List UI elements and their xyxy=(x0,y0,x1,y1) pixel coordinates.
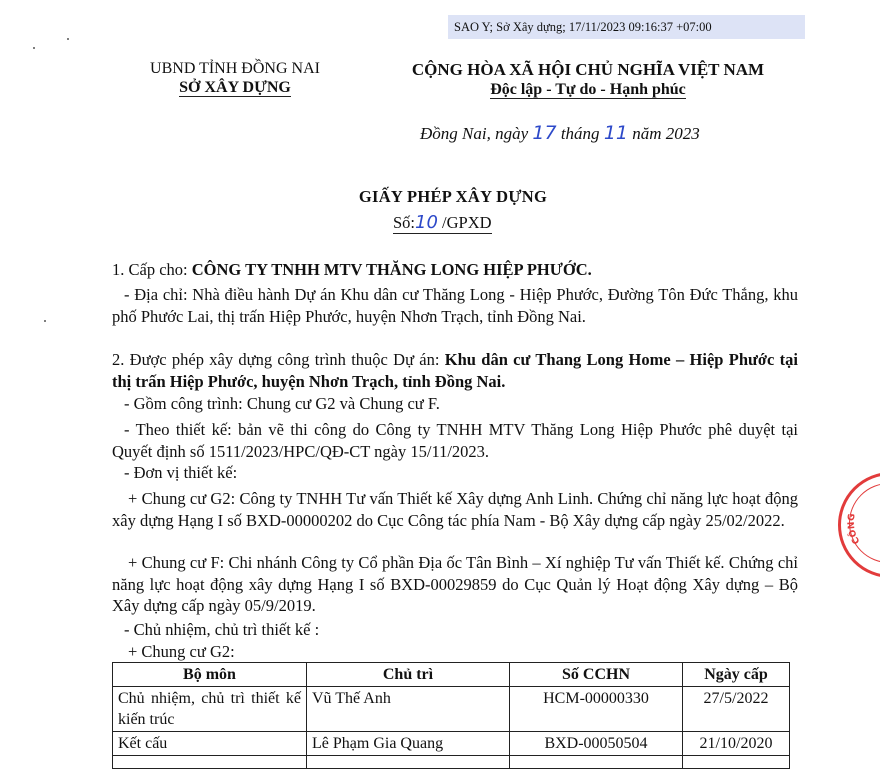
copy-stamp: SAO Y; Sở Xây dựng; 17/11/2023 09:16:37 +07:00 xyxy=(448,15,805,39)
table-header: Ngày cấp xyxy=(683,663,790,687)
table-header: Chủ trì xyxy=(307,663,510,687)
table-cell: Chủ nhiệm, chủ trì thiết kế kiến trúc xyxy=(113,687,307,732)
table-cell: Lê Phạm Gia Quang xyxy=(307,732,510,756)
table-header-row xyxy=(113,663,790,687)
scan-speck xyxy=(44,320,46,322)
recipient-name: CÔNG TY TNHH MTV THĂNG LONG HIỆP PHƯỚC. xyxy=(191,260,592,279)
table-header: Số CCHN xyxy=(510,663,683,687)
section-1-recipient: 1. Cấp cho: CÔNG TY TNHH MTV THĂNG LONG HIỆP PHƯỚC. xyxy=(112,260,592,279)
national-header xyxy=(378,60,798,99)
national-motto: Độc lập - Tự do - Hạnh phúc xyxy=(490,81,686,98)
table-row xyxy=(113,687,790,732)
agency-parent: UBND TỈNH ĐỒNG NAI xyxy=(150,60,320,77)
doc-number-handwritten: 10 xyxy=(415,212,438,233)
document-number: Số:10 /GPXD xyxy=(393,212,492,233)
table-cell: HCM-00000330 xyxy=(510,687,683,732)
recipient-address: - Địa chỉ: Nhà điều hành Dự án Khu dân cư Thăng Long - Hiệp Phước, Đường Tôn Đức Thắng, khu phố Phước Lai, thị trấn Hiệp Phước, huyện Nhơn Trạch, tỉnh Đồng Nai. xyxy=(112,285,798,326)
date-prefix: Đồng Nai, ngày xyxy=(420,124,529,143)
scan-speck xyxy=(67,38,69,40)
section-2-project: 2. Được phép xây dựng công trình thuộc Dự án: Khu dân cư Thang Long Home – Hiệp Phước tại thị trấn Hiệp Phước, huyện Nhơn Trạch, tỉnh Đồng Nai. xyxy=(112,350,798,391)
table-cell: BXD-00050504 xyxy=(510,732,683,756)
design-leads-table xyxy=(112,662,790,769)
works-list: - Gồm công trình: Chung cư G2 và Chung cư F. xyxy=(124,394,440,413)
date-month: 11 xyxy=(603,122,628,144)
design-unit-g2: + Chung cư G2: Công ty TNHH Tư vấn Thiết kế Xây dựng Anh Linh. Chứng chỉ năng lực hoạt động xây dựng Hạng I số BXD-00000202 do Cục Công tác phía Nam - Bộ Xây dựng cấp ngày 25/02/2022. xyxy=(112,489,798,530)
date-line xyxy=(420,122,700,144)
scan-speck xyxy=(33,47,35,49)
date-year: năm 2023 xyxy=(632,124,700,143)
official-seal xyxy=(838,472,880,578)
agency-name: SỞ XÂY DỰNG xyxy=(179,79,291,96)
date-month-label: tháng xyxy=(560,124,600,143)
table-row xyxy=(113,732,790,756)
agency-header xyxy=(110,60,360,97)
document-title: GIẤY PHÉP XÂY DỰNG xyxy=(358,187,548,206)
national-title: CỘNG HÒA XÃ HỘI CHỦ NGHĨA VIỆT NAM xyxy=(411,60,765,79)
design-leads-label: - Chủ nhiệm, chủ trì thiết kế : xyxy=(124,620,320,639)
project-name: Khu dân cư Thang Long Home – Hiệp Phước tại thị trấn Hiệp Phước, huyện Nhơn Trạch, tỉnh Đồng Nai. xyxy=(112,350,798,391)
table-cell: Vũ Thế Anh xyxy=(307,687,510,732)
table-row xyxy=(113,756,790,769)
table-cell: Kết cấu xyxy=(113,732,307,756)
svg-text:CÔNG xyxy=(846,513,863,545)
design-approval: - Theo thiết kế: bản vẽ thi công do Công ty TNHH MTV Thăng Long Hiệp Phước phê duyệt tại Quyết định số 1511/2023/HPC/QĐ-CT ngày 15/11/2023. xyxy=(112,420,798,461)
table-header: Bộ môn xyxy=(113,663,307,687)
design-unit-label: - Đơn vị thiết kế: xyxy=(124,463,238,482)
seal-text: CÔNG xyxy=(846,513,863,546)
design-leads-g2-label: + Chung cư G2: xyxy=(128,642,235,661)
design-unit-f: + Chung cư F: Chi nhánh Công ty Cổ phần Địa ốc Tân Bình – Xí nghiệp Tư vấn Thiết kế. Chứng chỉ năng lực hoạt động xây dựng Hạng I số BXD-00029859 do Cục Quản lý Hoạt động Xây dựng – Bộ Xây dựng cấp ngày 05/9/2019. xyxy=(112,553,798,615)
table-cell: 27/5/2022 xyxy=(683,687,790,732)
table-cell: 21/10/2020 xyxy=(683,732,790,756)
date-day: 17 xyxy=(532,122,557,144)
